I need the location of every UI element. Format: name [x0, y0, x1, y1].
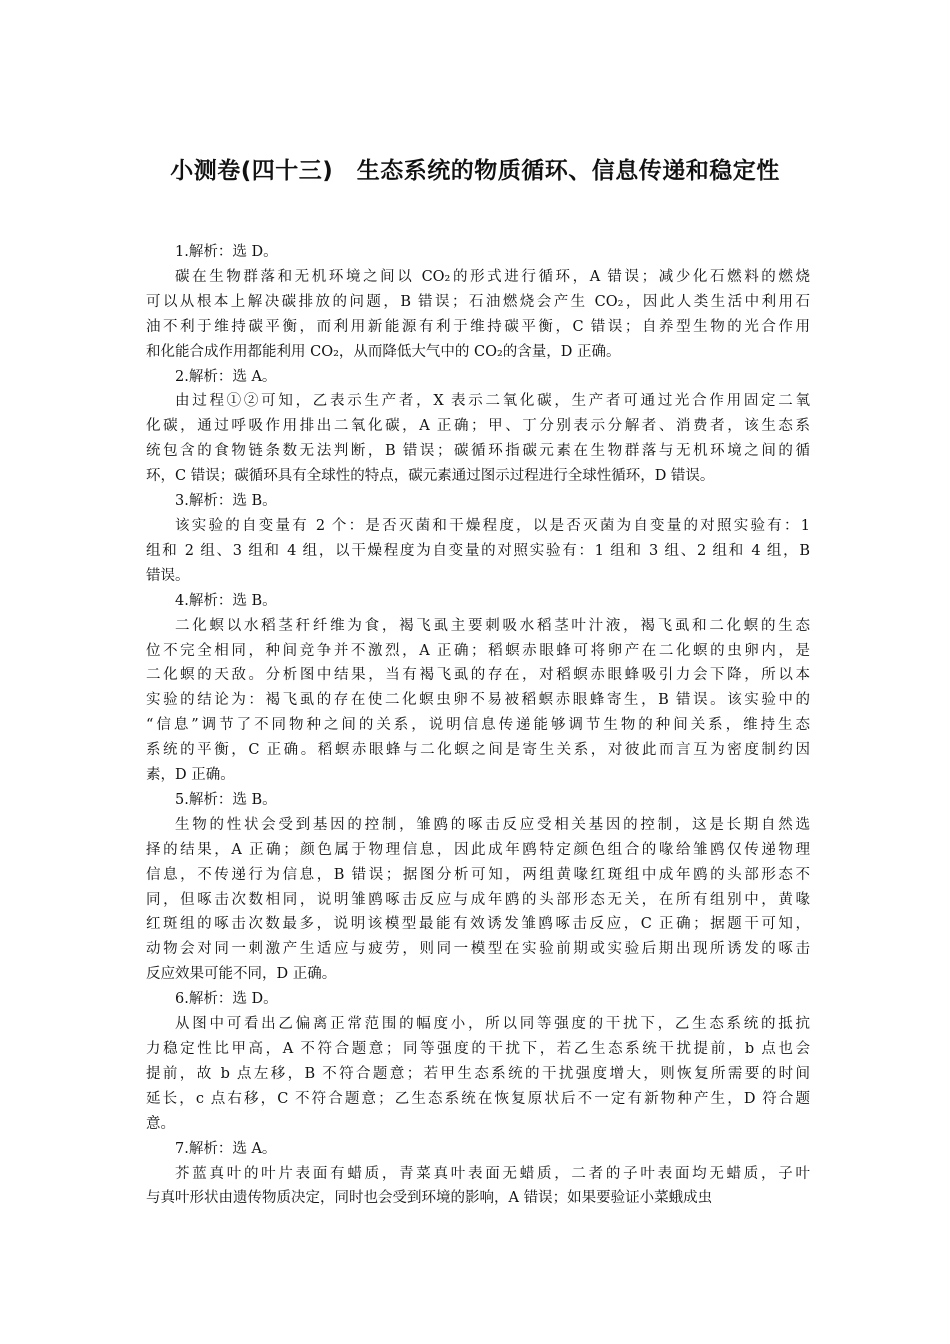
text-line: 从图中可看出乙偏离正常范围的幅度小，所以同等强度的干扰下，乙生态系统的抵抗 [175, 1016, 810, 1033]
answer-explanation [146, 265, 810, 365]
answer-block [146, 240, 810, 365]
answer-explanation [146, 1012, 810, 1137]
text-line: 统包含的食物链条数无法判断，B 错误；碳循环指碳元素在生物群落与无机环境之间的循 [146, 443, 810, 460]
text-line: 二化螟的天敌。分析图中结果，当有褐飞虱的存在，对稻螟赤眼蜂吸引力会下降，所以本 [146, 667, 810, 684]
text-line: 同，但啄击次数相同，说明雏鸥啄击反应与成年鸥的头部形态无关，在所有组别中，黄喙 [146, 891, 810, 908]
text-line: 芥蓝真叶的叶片表面有蜡质，青菜真叶表面无蜡质，二者的子叶表面均无蜡质，子叶 [175, 1165, 810, 1182]
answer-block [146, 987, 810, 1136]
answer-heading: 6.解析：选 D。 [175, 991, 278, 1008]
text-line: 组和 2 组、3 组和 4 组，以干燥程度为自变量的对照实验有：1 组和 3 组、2 组和 4 组，B [146, 542, 810, 559]
text-line: 择的结果，A 正确；颜色属于物理信息，因此成年鸥特定颜色组合的喙给雏鸥仅传递物理 [146, 841, 810, 858]
answer-heading: 1.解析：选 D。 [175, 244, 278, 260]
answer-list [146, 240, 810, 1211]
answer-explanation [146, 1162, 810, 1212]
answer-explanation [146, 514, 810, 589]
text-line: 生物的性状会受到基因的控制，雏鸥的啄击反应受相关基因的控制，这是长期自然选 [175, 816, 810, 833]
text-line: 实验的结论为：褐飞虱的存在使二化螟虫卵不易被稻螟赤眼蜂寄生，B 错误。该实验中的 [146, 692, 810, 709]
answer-block [146, 1137, 810, 1212]
text-line: 动物会对同一刺激产生适应与疲劳，则同一模型在实验前期或实验后期出现所诱发的啄击 [146, 941, 810, 958]
text-line: 错误。 [146, 567, 190, 584]
text-line: 该实验的自变量有 2 个：是否灭菌和干燥程度，以是否灭菌为自变量的对照实验有：1 [175, 517, 810, 534]
text-line: 环，C 错误；碳循环具有全球性的特点，碳元素通过图示过程进行全球性循环，D 错误。 [146, 468, 715, 485]
text-line: 反应效果可能不同，D 正确。 [146, 966, 337, 983]
text-line: 意。 [146, 1115, 175, 1132]
text-line: 和化能合成作用都能利用 CO₂，从而降低大气中的 CO₂的含量，D 正确。 [146, 343, 621, 360]
answer-heading: 7.解析：选 A。 [175, 1140, 277, 1157]
page-title: 小测卷(四十三) 生态系统的物质循环、信息传递和稳定性 [170, 158, 780, 184]
answer-explanation [146, 813, 810, 987]
text-line: 碳在生物群落和无机环境之间以 CO₂的形式进行循环，A 错误；减少化石燃料的燃烧 [175, 268, 810, 285]
answer-heading: 4.解析：选 B。 [175, 592, 277, 609]
answer-block [146, 489, 810, 589]
text-line: 素，D 正确。 [146, 767, 235, 784]
text-line: 二化螟以水稻茎秆纤维为食，褐飞虱主要刺吸水稻茎叶汁液，褐飞虱和二化螟的生态 [175, 617, 810, 634]
answer-explanation [146, 614, 810, 788]
text-line: 红斑组的啄击次数最多，说明该模型最能有效诱发雏鸥啄击反应，C 正确；据题干可知， [146, 916, 810, 933]
text-line: “信息”调节了不同物种之间的关系，说明信息传递能够调节生物的种间关系，维持生态 [146, 717, 810, 734]
text-line: 可以从根本上解决碳排放的问题，B 错误；石油燃烧会产生 CO₂，因此人类生活中利用石 [146, 293, 810, 310]
text-line: 位不完全相同，种间竞争并不激烈，A 正确；稻螟赤眼蜂可将卵产在二化螟的虫卵内，是 [146, 642, 810, 659]
answer-block [146, 365, 810, 490]
answer-heading: 2.解析：选 A。 [175, 368, 277, 385]
answer-block [146, 589, 810, 788]
text-line: 信息，不传递行为信息，B 错误；据图分析可知，两组黄喙红斑组中成年鸥的头部形态不 [146, 866, 810, 883]
text-line: 提前，故 b 点左移，B 不符合题意；若甲生态系统的干扰强度增大，则恢复所需要的时间 [146, 1065, 810, 1082]
text-line: 与真叶形状由遗传物质决定，同时也会受到环境的影响，A 错误；如果要验证小菜蛾成虫 [146, 1190, 713, 1207]
text-line: 系统的平衡，C 正确。稻螟赤眼蜂与二化螟之间是寄生关系，对彼此而言互为密度制约因 [146, 742, 810, 759]
answer-heading: 3.解析：选 B。 [175, 493, 277, 510]
answer-heading: 5.解析：选 B。 [175, 791, 277, 808]
text-line: 由过程①②可知，乙表示生产者，X 表示二氧化碳，生产者可通过光合作用固定二氧 [175, 393, 810, 410]
text-line: 力稳定性比甲高，A 不符合题意；同等强度的干扰下，若乙生态系统干扰提前，b 点也会 [146, 1041, 810, 1057]
text-line: 油不利于维持碳平衡，而利用新能源有利于维持碳平衡，C 错误；自养型生物的光合作用 [146, 318, 810, 335]
text-line: 化碳，通过呼吸作用排出二氧化碳，A 正确；甲、丁分别表示分解者、消费者，该生态系 [146, 418, 810, 435]
answer-block [146, 788, 810, 987]
text-line: 延长，c 点右移，C 不符合题意；乙生态系统在恢复原状后不一定有新物种产生，D 符合题 [146, 1090, 810, 1107]
answer-explanation [146, 389, 810, 489]
